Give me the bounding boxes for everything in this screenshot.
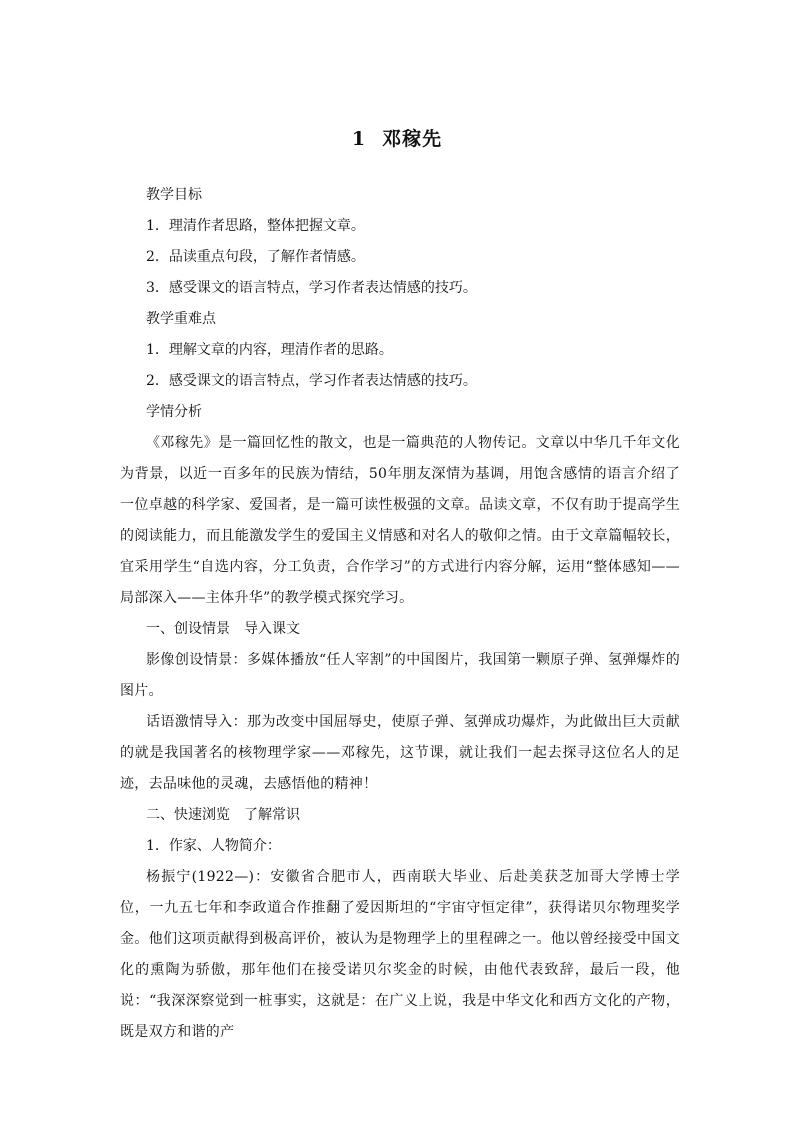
intro-paragraph: 话语激情导入：那为改变中国屈辱史，使原子弹、氢弹成功爆炸，为此做出巨大贡献的就是我国著名的核物理学家——邓稼先，这节课，就让我们一起去探寻这位名人的足迹，去品味他的灵魂，去感悟他的精神！ bbox=[120, 714, 680, 792]
title-text: 邓稼先 bbox=[382, 128, 443, 150]
key-point-1: 1．理解文章的内容，理清作者的思路。 bbox=[146, 342, 393, 358]
key-point-2: 2．感受课文的语言特点，学习作者表达情感的技巧。 bbox=[146, 373, 477, 389]
section-2-heading: 二、快速浏览 了解常识 bbox=[146, 807, 300, 823]
title-number: 1 bbox=[351, 128, 367, 150]
scene-paragraph: 影像创设情景：多媒体播放“任人宰割”的中国图片，我国第一颗原子弹、氢弹爆炸的图片。 bbox=[120, 652, 680, 699]
goals-header: 教学目标 bbox=[146, 187, 202, 203]
goal-item-2: 2．品读重点句段，了解作者情感。 bbox=[146, 249, 365, 265]
subsection-1-heading: 1．作家、人物简介： bbox=[146, 838, 281, 854]
document-body bbox=[120, 180, 680, 1048]
analysis-header: 学情分析 bbox=[146, 404, 202, 420]
yang-paragraph: 杨振宁(1922—)：安徽省合肥市人，西南联大毕业、后赴美获芝加哥大学博士学位，一九五七年和李政道合作推翻了爱因斯坦的“宇宙守恒定律”，获得诺贝尔物理奖学金。他们这项贡献得到极高评价，被认为是物理学上的里程碑之一。他以曾经接受中国文化的熏陶为骄傲，那年他们在接受诺贝尔奖金的时候，由他代表致辞，最后一段，他说：“我深深察觉到一桩事实，这就是：在广义上说，我是中华文化和西方文化的产物，既是双方和谐的产 bbox=[120, 869, 680, 1040]
section-1-heading: 一、创设情景 导入课文 bbox=[146, 621, 300, 637]
key-points-header: 教学重难点 bbox=[146, 311, 216, 327]
goal-item-1: 1．理清作者思路，整体把握文章。 bbox=[146, 218, 365, 234]
page-title bbox=[0, 124, 794, 151]
goal-item-3: 3．感受课文的语言特点，学习作者表达情感的技巧。 bbox=[146, 280, 477, 296]
analysis-paragraph: 《邓稼先》是一篇回忆性的散文，也是一篇典范的人物传记。文章以中华几千年文化为背景，以近一百多年的民族为情结，50年朋友深情为基调，用饱含感情的语言介绍了一位卓越的科学家、爱国者，是一篇可读性极强的文章。品读文章，不仅有助于提高学生的阅读能力，而且能激发学生的爱国主义情感和对名人的敬仰之情。由于文章篇幅较长，宜采用学生“自选内容，分工负责，合作学习”的方式进行内容分解，运用“整体感知——局部深入——主体升华”的教学模式探究学习。 bbox=[120, 435, 680, 606]
